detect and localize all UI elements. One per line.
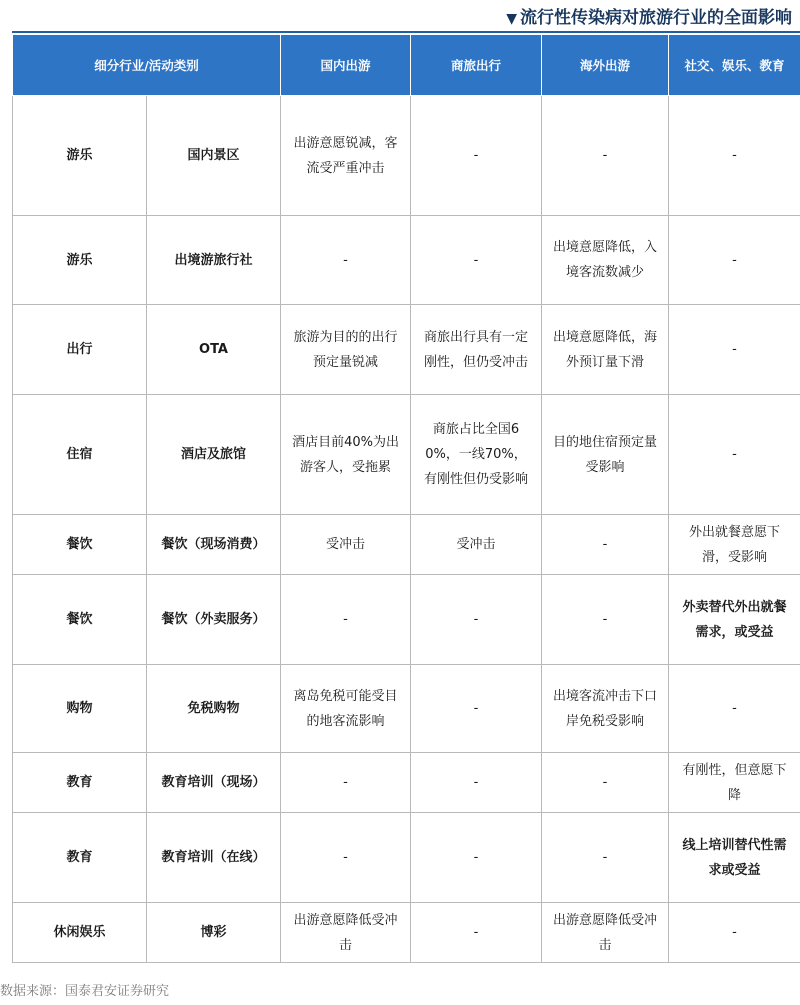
row-category: 餐饮: [13, 515, 147, 575]
table-header-row: [13, 35, 800, 96]
header-overseas: 海外出游: [542, 35, 669, 96]
row-category: 住宿: [13, 395, 147, 515]
row-subcategory: 免税购物: [147, 665, 281, 753]
cell-social: -: [669, 216, 800, 305]
row-category: 游乐: [13, 216, 147, 305]
cell-business: -: [411, 216, 542, 305]
cell-overseas: -: [542, 753, 669, 813]
row-category: 出行: [13, 305, 147, 395]
cell-domestic: 酒店目前40%为出游客人，受拖累: [281, 395, 411, 515]
cell-domestic: 受冲击: [281, 515, 411, 575]
cell-social: 外卖替代外出就餐需求，或受益: [669, 575, 800, 665]
cell-overseas: 目的地住宿预定量受影响: [542, 395, 669, 515]
table-row: [13, 395, 800, 515]
row-category: 教育: [13, 813, 147, 903]
cell-domestic: 出游意愿锐减，客流受严重冲击: [281, 96, 411, 216]
cell-social: -: [669, 903, 800, 963]
row-subcategory: 博彩: [147, 903, 281, 963]
cell-domestic: -: [281, 575, 411, 665]
table-title-text: 流行性传染病对旅游行业的全面影响: [520, 8, 792, 28]
header-domestic: 国内出游: [281, 35, 411, 96]
table-row: [13, 96, 800, 216]
cell-social: 外出就餐意愿下滑，受影响: [669, 515, 800, 575]
cell-overseas: -: [542, 515, 669, 575]
row-category: 休闲娱乐: [13, 903, 147, 963]
cell-business: -: [411, 96, 542, 216]
cell-overseas: -: [542, 575, 669, 665]
cell-domestic: -: [281, 216, 411, 305]
cell-domestic: -: [281, 753, 411, 813]
header-social: 社交、娱乐、教育: [669, 35, 800, 96]
cell-social: -: [669, 96, 800, 216]
cell-domestic: -: [281, 813, 411, 903]
row-subcategory: 出境游旅行社: [147, 216, 281, 305]
header-business: 商旅出行: [411, 35, 542, 96]
cell-business: -: [411, 665, 542, 753]
cell-social: -: [669, 665, 800, 753]
row-subcategory: 餐饮（现场消费）: [147, 515, 281, 575]
cell-social: -: [669, 305, 800, 395]
row-subcategory: 国内景区: [147, 96, 281, 216]
cell-business: -: [411, 813, 542, 903]
table-row: [13, 665, 800, 753]
table-row: [13, 813, 800, 903]
table-row: [13, 515, 800, 575]
row-category: 餐饮: [13, 575, 147, 665]
row-category: 购物: [13, 665, 147, 753]
cell-overseas: 出游意愿降低受冲击: [542, 903, 669, 963]
row-subcategory: 教育培训（现场）: [147, 753, 281, 813]
table-row: [13, 903, 800, 963]
cell-business: -: [411, 903, 542, 963]
row-subcategory: 酒店及旅馆: [147, 395, 281, 515]
cell-business: 商旅占比全国60%，一线70%，有刚性但仍受影响: [411, 395, 542, 515]
data-source-note: 数据来源：国泰君安证券研究: [0, 984, 170, 999]
cell-overseas: 出境客流冲击下口岸免税受影响: [542, 665, 669, 753]
cell-social: -: [669, 395, 800, 515]
cell-social: 有刚性，但意愿下降: [669, 753, 800, 813]
table-title: [506, 3, 792, 29]
row-category: 游乐: [13, 96, 147, 216]
row-subcategory: OTA: [147, 305, 281, 395]
impact-table: [12, 34, 800, 963]
cell-business: 商旅出行具有一定刚性，但仍受冲击: [411, 305, 542, 395]
header-category: 细分行业/活动类别: [13, 35, 281, 96]
cell-social: 线上培训替代性需求或受益: [669, 813, 800, 903]
row-subcategory: 餐饮（外卖服务）: [147, 575, 281, 665]
title-divider: [12, 31, 800, 33]
cell-domestic: 出游意愿降低受冲击: [281, 903, 411, 963]
cell-overseas: -: [542, 813, 669, 903]
table-row: [13, 216, 800, 305]
table-row: [13, 575, 800, 665]
triangle-down-icon: ▼: [506, 11, 517, 27]
cell-business: -: [411, 753, 542, 813]
cell-domestic: 旅游为目的的出行预定量锐减: [281, 305, 411, 395]
cell-overseas: 出境意愿降低，海外预订量下滑: [542, 305, 669, 395]
row-subcategory: 教育培训（在线）: [147, 813, 281, 903]
cell-business: -: [411, 575, 542, 665]
cell-business: 受冲击: [411, 515, 542, 575]
cell-domestic: 离岛免税可能受目的地客流影响: [281, 665, 411, 753]
cell-overseas: -: [542, 96, 669, 216]
row-category: 教育: [13, 753, 147, 813]
table-row: [13, 753, 800, 813]
table-row: [13, 305, 800, 395]
cell-overseas: 出境意愿降低，入境客流数减少: [542, 216, 669, 305]
